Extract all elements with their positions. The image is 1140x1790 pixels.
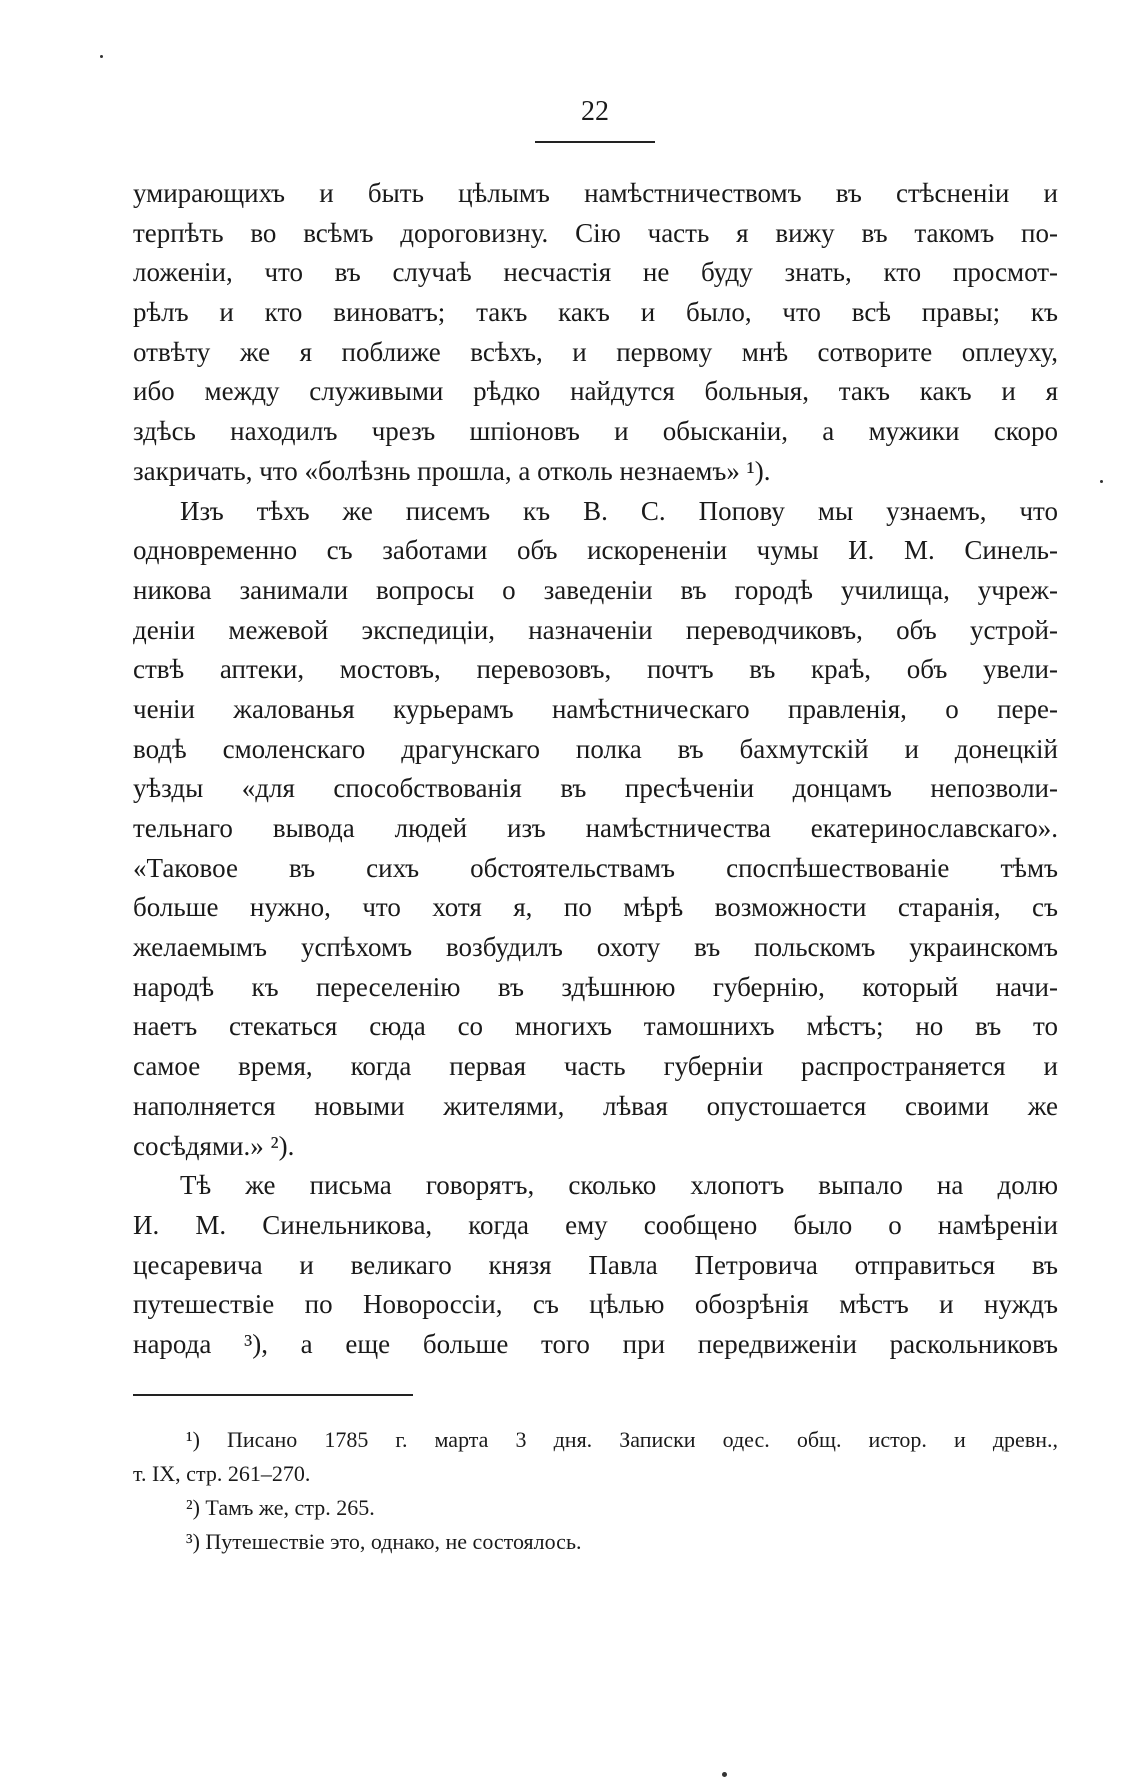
scan-speck xyxy=(1100,480,1103,483)
text-line: отвѣту же я поближе всѣхъ, и первому мнѣ сотворите оплеуху, xyxy=(133,336,1058,367)
text-line: ченіи жалованья курьерамъ намѣстническаго правленія, о пере- xyxy=(133,693,1058,724)
text-line: народѣ къ переселенію въ здѣшнюю губернію, который начи- xyxy=(133,971,1058,1002)
text-line: цесаревича и великаго князя Павла Петровича отправиться въ xyxy=(133,1249,1058,1280)
text-line: никова занимали вопросы о заведеніи въ городѣ училища, учреж- xyxy=(133,574,1058,605)
text-line: ствѣ аптеки, мостовъ, перевозовъ, почтъ въ краѣ, объ увели- xyxy=(133,654,1058,685)
footnote: ¹) Писано 1785 г. марта 3 дня. Записки одес. общ. истор. и древн., xyxy=(186,1427,1058,1452)
page-number: 22 xyxy=(581,96,609,127)
body-text xyxy=(133,174,1058,1365)
text-line: уѣзды «для способствованія въ пресѣченіи донцамъ непозволи- xyxy=(133,773,1058,804)
text-line: тельнаго вывода людей изъ намѣстничества екатеринославскаго». xyxy=(133,813,1058,843)
text-line: одновременно съ заботами объ искорененіи чумы И. М. Синель- xyxy=(133,535,1058,566)
footnote-rule xyxy=(133,1394,413,1396)
text-line: наетъ стекаться сюда со многихъ тамошнихъ мѣстъ; но въ то xyxy=(133,1011,1058,1042)
scan-speck xyxy=(722,1772,727,1777)
text-line: водѣ смоленскаго драгунскаго полка въ бахмутскій и донецкій xyxy=(133,733,1058,764)
text-line: терпѣть во всѣмъ дороговизну. Сію часть я вижу въ такомъ по- xyxy=(133,217,1058,248)
text-line: народа ³), а еще больше того при передвиженіи раскольниковъ xyxy=(133,1328,1058,1359)
text-line: ибо между служивыми рѣдко найдутся больныя, такъ какъ и я xyxy=(133,376,1058,407)
text-line: Тѣ же письма говорятъ, сколько хлопотъ выпало на долю xyxy=(180,1170,1058,1201)
text-line: самое время, когда первая часть губерніи распространяется и xyxy=(133,1051,1058,1082)
text-line: больше нужно, что хотя я, по мѣрѣ возможности старанія, съ xyxy=(133,892,1058,923)
text-line: наполняется новыми жителями, лѣвая опустошается своими же xyxy=(133,1090,1058,1121)
text-line: Изъ тѣхъ же писемъ къ В. С. Попову мы узнаемъ, что xyxy=(180,495,1058,526)
page-number-rule xyxy=(535,141,655,143)
scan-speck xyxy=(100,55,103,58)
footnote: ³) Путешествіе это, однако, не состоялось. xyxy=(186,1529,582,1554)
text-line: закричать, что «болѣзнь прошла, а отколь незнаемъ» ¹). xyxy=(133,455,771,486)
footnote: ²) Тамъ же, стр. 265. xyxy=(186,1495,375,1520)
text-line: путешествіе по Новороссіи, съ цѣлью обозрѣнія мѣстъ и нуждъ xyxy=(133,1289,1058,1320)
text-line: ложеніи, что въ случаѣ несчастія не буду знать, кто просмот- xyxy=(133,257,1058,288)
text-line: рѣлъ и кто виноватъ; такъ какъ и было, что всѣ правы; къ xyxy=(133,297,1058,328)
text-line: «Таковое въ сихъ обстоятельствамъ споспѣшествованіе тѣмъ xyxy=(133,852,1058,883)
footnote: т. IX, стр. 261–270. xyxy=(133,1461,311,1486)
text-line: умирающихъ и быть цѣлымъ намѣстничествомъ въ стѣсненіи и xyxy=(133,178,1058,208)
text-line: сосѣдями.» ²). xyxy=(133,1130,295,1161)
text-line: деніи межевой экспедиціи, назначеніи переводчиковъ, объ устрой- xyxy=(133,614,1058,645)
text-line: здѣсь находилъ чрезъ шпіоновъ и обысканіи, а мужики скоро xyxy=(133,416,1058,447)
footnotes xyxy=(133,1423,1058,1559)
text-line: И. М. Синельникова, когда ему сообщено было о намѣреніи xyxy=(133,1209,1058,1240)
text-line: желаемымъ успѣхомъ возбудилъ охоту въ польскомъ украинскомъ xyxy=(133,932,1058,963)
